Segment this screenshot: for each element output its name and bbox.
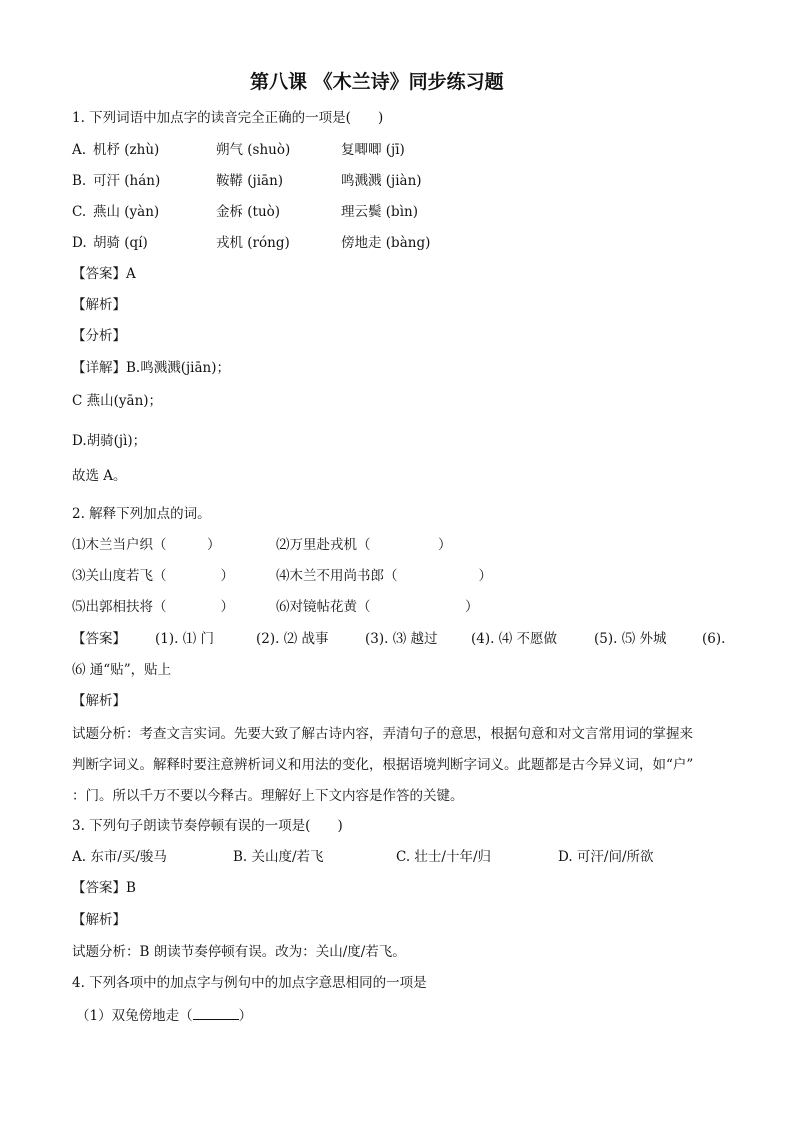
option-a-item-1: 机杼 (zhù) bbox=[93, 142, 160, 158]
question-2-item-2: ⑵万里赴戎机（ ） bbox=[276, 537, 452, 553]
question-2-item-4: ⑷木兰不用尚书郎（ ） bbox=[276, 568, 492, 584]
question-2-answer-1: (1). ⑴ 门 bbox=[155, 631, 214, 647]
question-3-option-d: D. 可汗/问/所欲 bbox=[558, 849, 654, 865]
question-1-line-d: D.胡骑(jì)； bbox=[72, 433, 147, 449]
question-2-answer-4: (4). ⑷ 不愿做 bbox=[471, 631, 557, 647]
option-c-label: C. bbox=[72, 204, 87, 220]
question-2-item-5: ⑸出郭相扶将（ ） bbox=[72, 599, 234, 615]
question-1-fenxi-heading: 【分析】 bbox=[72, 328, 126, 344]
option-a-item-2: 朔气 (shuò) bbox=[216, 142, 291, 158]
page-title: 第八课 《木兰诗》同步练习题 bbox=[250, 71, 504, 93]
question-3-answer: 【答案】B bbox=[72, 880, 136, 896]
question-2-analysis-line-2: 判断字词义。解释时要注意辨析词义和用法的变化，根据语境判断字词义。此题都是古今异义词，如“户” bbox=[72, 757, 694, 773]
question-1-stem: 1. 下列词语中加点字的读音完全正确的一项是( ) bbox=[72, 110, 384, 126]
option-c-item-3: 理云鬓 (bìn) bbox=[341, 204, 418, 220]
option-d-item-2: 戎机 (róng) bbox=[216, 235, 290, 251]
question-4-sub-1-close: ） bbox=[238, 1008, 253, 1024]
question-3-analysis-heading: 【解析】 bbox=[72, 912, 126, 928]
answer-blank[interactable] bbox=[193, 1005, 239, 1020]
question-1-answer: 【答案】A bbox=[72, 266, 136, 282]
question-2-stem: 2. 解释下列加点的词。 bbox=[72, 506, 211, 522]
question-2-analysis-heading: 【解析】 bbox=[72, 693, 126, 709]
option-d-item-1: 胡骑 (qí) bbox=[93, 235, 148, 251]
question-4-stem: 4. 下列各项中的加点字与例句中的加点字意思相同的一项是 bbox=[72, 975, 427, 991]
question-4-sub-1 bbox=[76, 1005, 252, 1025]
option-d-item-3: 傍地走 (bàng) bbox=[341, 235, 431, 251]
question-2-analysis-line-3: ：门。所以千万不要以今释古。理解好上下文内容是作答的关键。 bbox=[72, 788, 464, 804]
question-4-sub-1-text: （1）双兔傍地走（ bbox=[76, 1008, 193, 1024]
option-a-item-3: 复唧唧 (jī) bbox=[341, 142, 405, 158]
option-b-item-3: 鸣溅溅 (jiàn) bbox=[341, 173, 422, 189]
question-3-option-c: C. 壮士/十年/归 bbox=[396, 849, 492, 865]
question-3-option-b: B. 关山度/若飞 bbox=[233, 849, 324, 865]
option-b-item-1: 可汗 (hán) bbox=[93, 173, 161, 189]
question-2-item-6: ⑹对镜帖花黄（ ） bbox=[276, 599, 479, 615]
question-2-item-3: ⑶关山度若飞（ ） bbox=[72, 568, 234, 584]
option-d-label: D. bbox=[72, 235, 87, 251]
option-a-label: A. bbox=[72, 142, 87, 158]
question-3-analysis: 试题分析：B 朗读节奏停顿有误。改为：关山/度/若飞。 bbox=[72, 944, 406, 960]
option-b-label: B. bbox=[72, 173, 87, 189]
question-2-answer-label: 【答案】 bbox=[72, 631, 126, 647]
option-c-item-2: 金柝 (tuò) bbox=[216, 204, 281, 220]
question-1-line-c: C 燕山(yān)； bbox=[72, 393, 163, 409]
question-2-answer-5: (5). ⑸ 外城 bbox=[594, 631, 667, 647]
question-1-conclusion: 故选 A。 bbox=[72, 468, 127, 484]
question-2-item-1: ⑴木兰当户织（ ） bbox=[72, 537, 221, 553]
question-3-stem: 3. 下列句子朗读节奏停顿有误的一项是( ) bbox=[72, 818, 343, 834]
question-2-answer-6: (6). bbox=[702, 631, 726, 647]
option-c-item-1: 燕山 (yàn) bbox=[93, 204, 160, 220]
question-1-detail: 【详解】B.鸣溅溅(jiān)； bbox=[72, 360, 230, 376]
question-3-option-a: A. 东市/买/骏马 bbox=[72, 849, 167, 865]
question-2-analysis-line-1: 试题分析：考查文言实词。先要大致了解古诗内容，弄清句子的意思，根据句意和对文言常用词的掌握来 bbox=[72, 726, 693, 742]
option-b-item-2: 鞍鞯 (jiān) bbox=[216, 173, 284, 189]
question-2-answer-continuation: ⑹ 通“贴”，贴上 bbox=[72, 662, 172, 678]
question-2-answer-2: (2). ⑵ 战事 bbox=[256, 631, 329, 647]
question-2-answer-3: (3). ⑶ 越过 bbox=[365, 631, 438, 647]
question-1-analysis-heading: 【解析】 bbox=[72, 297, 126, 313]
